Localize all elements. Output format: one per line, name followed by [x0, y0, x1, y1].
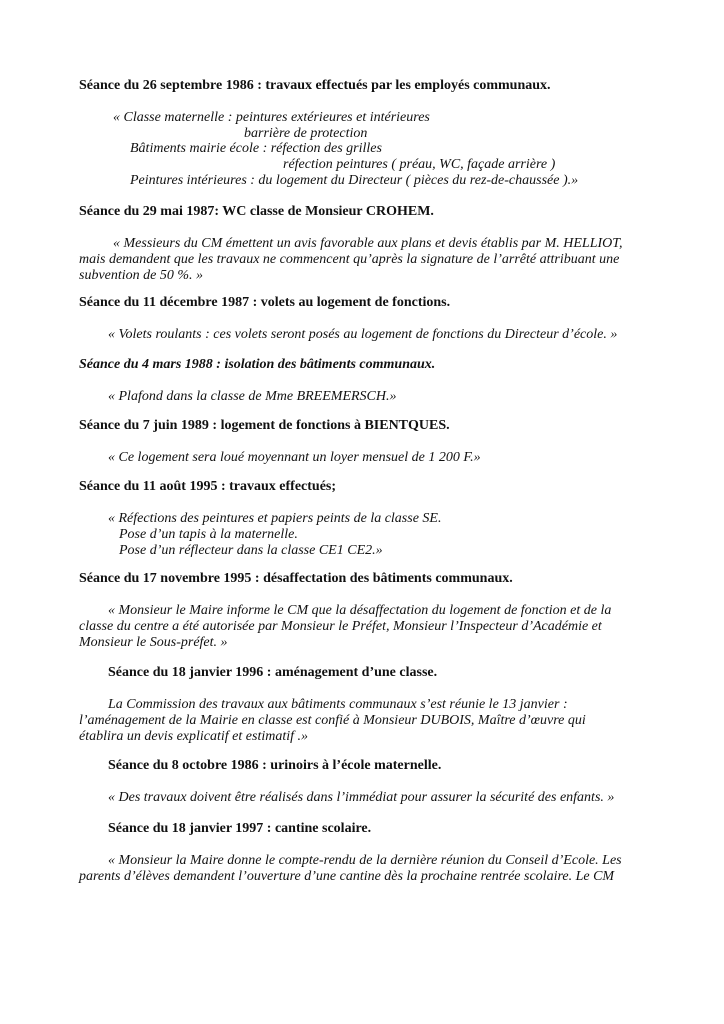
quote-line: l’aménagement de la Mairie en classe est confié à Monsieur DUBOIS, Maître d’œuvre qui	[79, 713, 586, 728]
entry-heading: Séance du 17 novembre 1995 : désaffectation des bâtiments communaux.	[79, 571, 513, 586]
quote-line: Bâtiments mairie école : réfection des grilles	[130, 141, 382, 156]
quote-line: « Messieurs du CM émettent un avis favorable aux plans et devis établis par M. HELLIOT,	[113, 236, 623, 251]
quote-line: « Réfections des peintures et papiers peints de la classe SE.	[108, 511, 442, 526]
quote-line: barrière de protection	[244, 126, 368, 141]
entry-heading: Séance du 4 mars 1988 : isolation des bâtiments communaux.	[79, 357, 436, 372]
entry-heading: Séance du 26 septembre 1986 : travaux effectués par les employés communaux.	[79, 78, 551, 93]
entry-heading: Séance du 11 décembre 1987 : volets au logement de fonctions.	[79, 295, 451, 310]
entry-heading: Séance du 18 janvier 1996 : aménagement d’une classe.	[108, 665, 438, 680]
quote-line: classe du centre a été autorisée par Monsieur le Préfet, Monsieur l’Inspecteur d’Académie et	[79, 619, 602, 634]
quote-line: établira un devis explicatif et estimatif .»	[79, 729, 309, 744]
quote-line: mais demandent que les travaux ne commencent qu’après la signature de l’arrêté attribuant une	[79, 252, 620, 267]
quote-line: « Plafond dans la classe de Mme BREEMERSCH.»	[108, 389, 397, 404]
entry-heading: Séance du 18 janvier 1997 : cantine scolaire.	[108, 821, 372, 836]
quote-line: « Monsieur la Maire donne le compte-rendu de la dernière réunion du Conseil d’Ecole. Les	[108, 853, 622, 868]
quote-line: parents d’élèves demandent l’ouverture d’une cantine dès la prochaine rentrée scolaire. Le CM	[79, 869, 615, 884]
entry-heading: Séance du 7 juin 1989 : logement de fonctions à BIENTQUES.	[79, 418, 450, 433]
quote-line: « Classe maternelle : peintures extérieures et intérieures	[113, 110, 430, 125]
quote-line: La Commission des travaux aux bâtiments communaux s’est réunie le 13 janvier :	[108, 697, 568, 712]
quote-line: Monsieur le Sous-préfet. »	[79, 635, 228, 650]
entry-heading: Séance du 8 octobre 1986 : urinoirs à l’école maternelle.	[108, 758, 442, 773]
quote-line: « Volets roulants : ces volets seront posés au logement de fonctions du Directeur d’école. »	[108, 327, 618, 342]
quote-line: « Monsieur le Maire informe le CM que la désaffectation du logement de fonction et de la	[108, 603, 612, 618]
entry-heading: Séance du 29 mai 1987: WC classe de Monsieur CROHEM.	[79, 204, 434, 219]
quote-line: « Ce logement sera loué moyennant un loyer mensuel de 1 200 F.»	[108, 450, 481, 465]
entry-heading: Séance du 11 août 1995 : travaux effectués;	[79, 479, 337, 494]
quote-line: « Des travaux doivent être réalisés dans l’immédiat pour assurer la sécurité des enfants. »	[108, 790, 615, 805]
quote-line: Pose d’un réflecteur dans la classe CE1 CE2.»	[119, 543, 383, 558]
quote-line: réfection peintures ( préau, WC, façade arrière )	[283, 157, 556, 172]
quote-line: Peintures intérieures : du logement du Directeur ( pièces du rez-de-chaussée ).»	[130, 173, 579, 188]
quote-line: subvention de 50 %. »	[79, 268, 204, 283]
quote-line: Pose d’un tapis à la maternelle.	[119, 527, 298, 542]
